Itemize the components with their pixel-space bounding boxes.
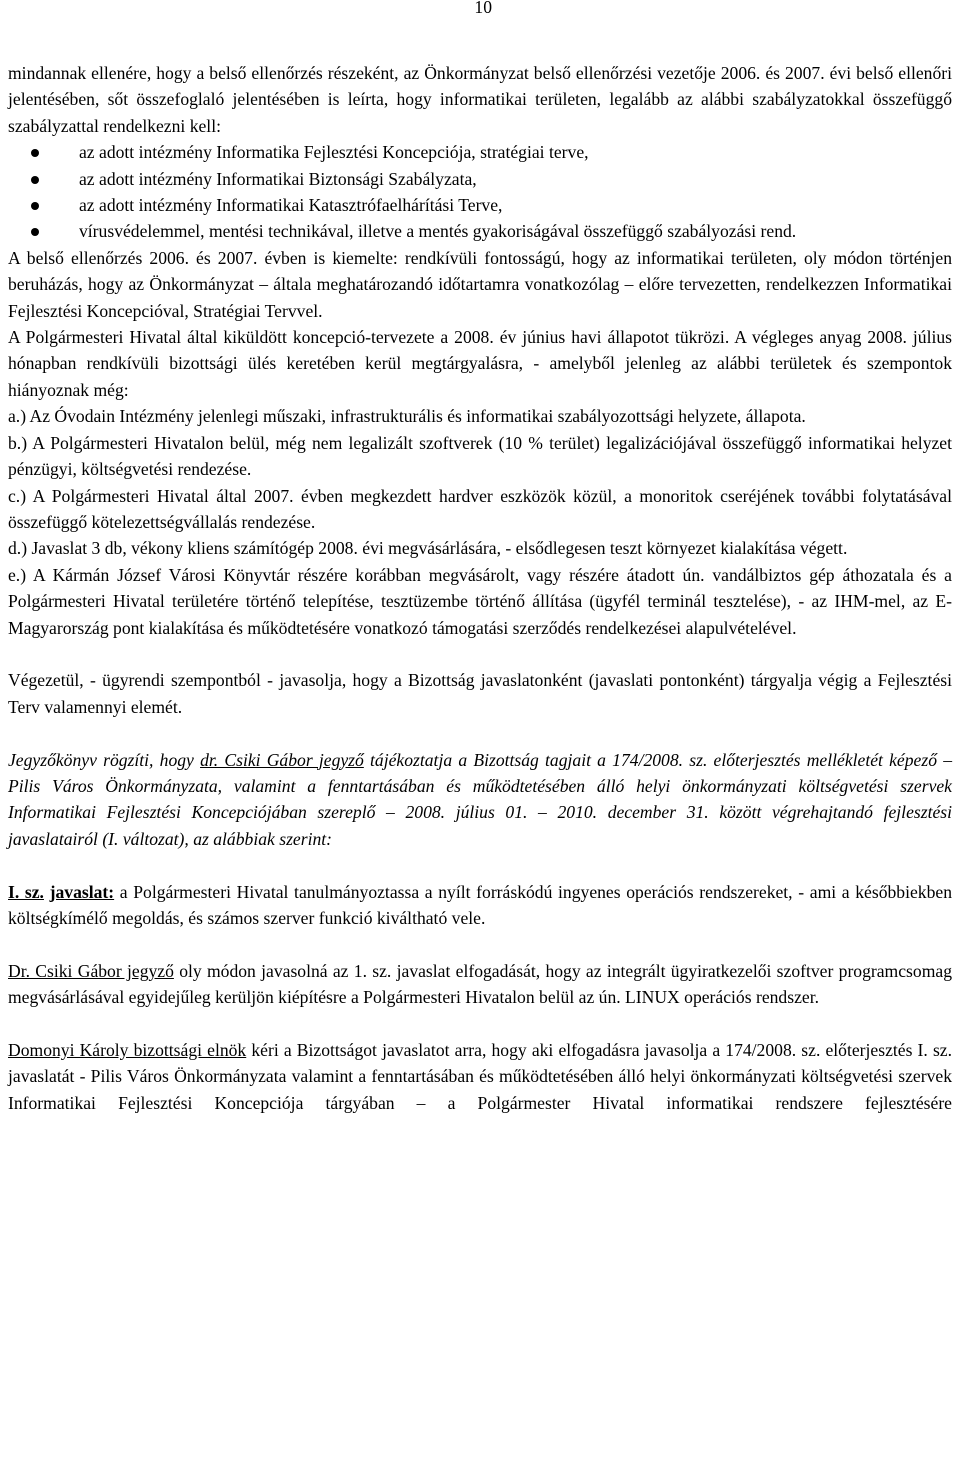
proposal-label: I. sz. [8,881,44,902]
intro-paragraph: mindannak ellenére, hogy a belső ellenőrzés részeként, az Önkormányzat belső ellenőrzési vezetője 2006. és 2007. évi belső ellenőri jelentésében, sőt összefoglaló jelentésében is leírta, hogy informatikai területen, legalább az alábbi szabályzatokkal összefüggő szabályzattal rendelkezni kell: [8,63,952,136]
notary-name-2: Dr. Csiki Gábor jegyző [8,960,174,981]
proposal-label-word: javaslat: [49,881,115,902]
chair-paragraph [8,1037,952,1116]
notary-text: oly módon javasolná az 1. sz. javaslat elfogadását, hogy az integrált ügyiratkezelői szoftver programcsomag megvásárlásával egyidejűleg kerüljön kiépítésre a Polgármesteri Hivatalon belül az ún. LINUX operációs rendszer. [8,960,952,1008]
internal-audit-paragraph: A belső ellenőrzés 2006. és 2007. évben is kiemelte: rendkívüli fontosságú, hogy az informatikai területen, oly módon történjen beruházás, hogy az Önkormányzat – általa meghatározandó időtartamra vonatkozólag – előre tervezetten, rendelkezzen Informatikai Fejlesztési Koncepcióval, Stratégiai Tervvel. [8,247,952,321]
list-item: az adott intézmény Informatikai Biztonsági Szabályzata, [8,166,952,192]
notary-paragraph [8,958,952,1011]
minutes-post: tájékoztatja a Bizottság tagjait a 174/2008. sz. előterjesztés mellékletét képező – Pilis Város Önkormányzata, valamint a fenntartásában és működtetésében álló helyi önkormányzati költségvetési szervek Informatikai Fejlesztési Koncepciójában szereplő – 2008. július 01. – 2010. december 31. között végrehajtandó fejlesztési javaslatairól (I. változat), az alábbiak szerint: [8,749,952,849]
committee-chair-name: Domonyi Károly bizottsági elnök [8,1039,247,1060]
proposal-1-paragraph [8,879,952,932]
item-a: a.) Az Óvodain Intézmény jelenlegi műszaki, infrastrukturális és informatikai szabályozottsági helyzete, állapota. [8,406,806,427]
list-item: az adott intézmény Informatikai Katasztrófaelhárítási Terve, [8,192,952,218]
mayoral-office-paragraph: A Polgármesteri Hivatal által kiküldött koncepció-tervezete a 2008. év június havi állapotot tükrözi. A végleges anyag 2008. július hónapban rendkívüli bizottsági ülés keretében kerül megtárgyalásra, - amelyből jelenleg az alábbi területek és szempontok hiányoznak még: [8,327,952,400]
minutes-pre: Jegyzőkönyv rögzíti, hogy [8,749,201,770]
minutes-paragraph [8,747,952,853]
document-body [8,60,952,1116]
notary-name: dr. Csiki Gábor jegyző [200,749,364,770]
list-item: az adott intézmény Informatika Fejlesztési Koncepciója, stratégiai terve, [8,139,952,165]
page-number: 10 [474,0,492,17]
list-item: vírusvédelemmel, mentési technikával, illetve a mentés gyakoriságával összefüggő szabályozási rend. [8,218,952,244]
item-e: e.) A Kármán József Városi Könyvtár részére korábban megvásárolt, vagy részére átadott ún. vandálbiztos gép áthozatala és a Polgármesteri Hivatal területére történő telepítése, tesztüzembe történő állítása (ügyfél terminál tesztelése), - az IHM-mel, az E-Magyarország pont kialakítása és működtetésére vonatkozó támogatási szerződés rendelkezései alapulvételével. [8,564,952,638]
item-d: d.) Javaslat 3 db, vékony kliens számítógép 2008. évi megvásárlására, - elsődlegesen teszt környezet kialakítása végett. [8,538,848,559]
chair-text: kéri a Bizottságot javaslatot arra, hogy aki elfogadásra javasolja a 174/2008. sz. előterjesztés I. sz. javaslatát - Pilis Város Önkormányzata valamint a fenntartásában és működtetésében álló helyi önkormányzati költségvetési szervek Informatikai Fejlesztési Koncepciója tárgyában – a Polgármester Hivatal informatikai rendszere fejlesztésére [8,1039,953,1113]
requirement-list [8,139,952,245]
item-c: c.) A Polgármesteri Hivatal által 2007. évben megkezdett hardver eszközök közül, a monoritok cseréjének további folytatásával összefüggő kötelezettségvállalás rendezése. [8,485,952,532]
item-b: b.) A Polgármesteri Hivatalon belül, még nem legalizált szoftverek (10 % terület) legalizációjával összefüggő informatikai helyzet pénzügyi, költségvetési rendezése. [8,432,952,480]
finally-paragraph: Végezetül, - ügyrendi szempontból - javasolja, hogy a Bizottság javaslatonként (javaslati pontonként) tárgyalja végig a Fejlesztési Terv valamennyi elemét. [8,670,952,717]
proposal-1-text: a Polgármesteri Hivatal tanulmányoztassa a nyílt forráskódú ingyenes operációs rendszereket, - ami a későbbiekben költségkímélő megoldás, és számos szerver funkció kiváltható vele. [8,881,952,928]
